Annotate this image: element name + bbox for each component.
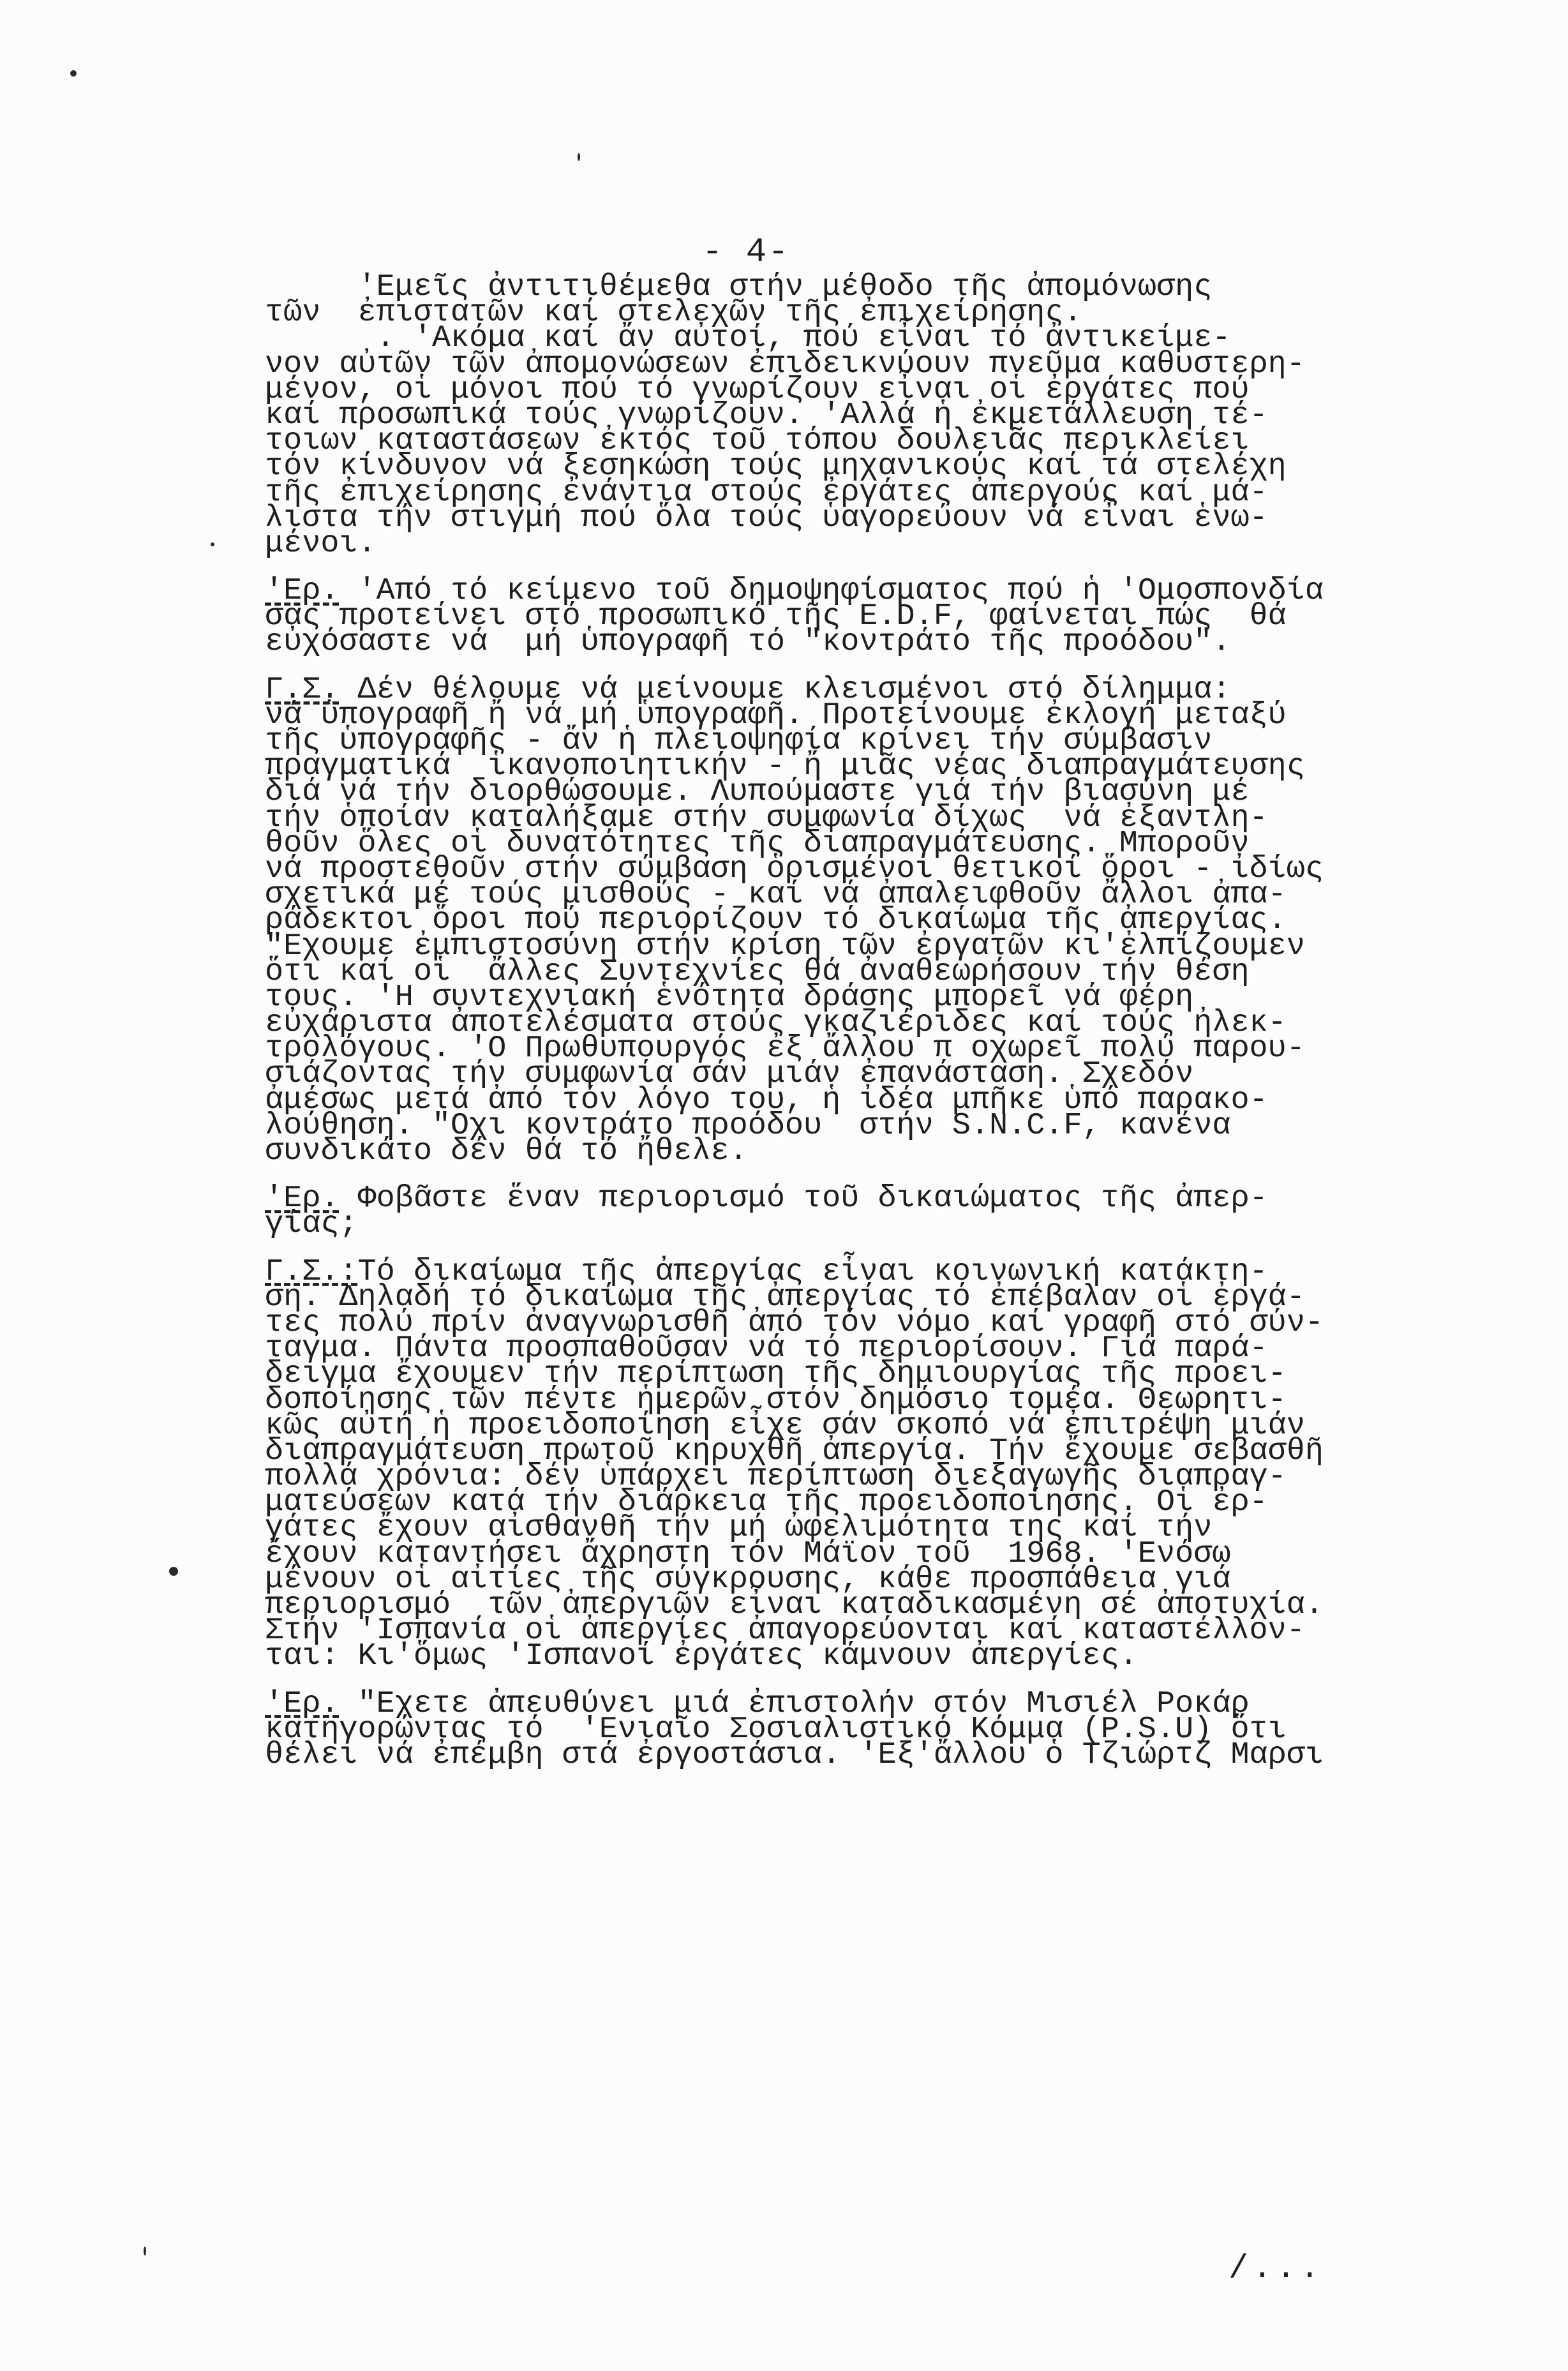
line-text: Φοβᾶστε ἕναν περιορισμό τοῦ δικαιώματος τῆς ἀπερ- (339, 1181, 1268, 1216)
line-text: Δέν θέλουμε νά μείνουμε κλεισμένοι στό δίλημμα: (339, 671, 1231, 707)
line-text: πολλά χρόνια: δέν ὑπάρχει περίπτωση διεξαγωγῆς διαπραγ- (265, 1459, 1287, 1495)
line-text: γάτες ἔχουν αἰσθανθῆ τήν μή ὠφελιμότητα της καί τήν (265, 1510, 1213, 1546)
line-text: διαπραγμάτευση πρωτοῦ κηρυχθῆ ἀπεργία. Τήν ἔχουμε σεβασθῆ (265, 1433, 1324, 1469)
speaker-label: 'Ερ. (265, 1686, 340, 1721)
scan-speck (578, 153, 580, 161)
paragraph (265, 1253, 1401, 1674)
line-text: γίας; (265, 1206, 358, 1242)
scan-speck (169, 1567, 178, 1576)
line-text: νά ὑπογραφῆ ἤ νά μή ὑπογραφῆ. Προτείνουμε ἐκλογή μεταξύ (265, 697, 1287, 733)
line-text: σας προτείνει στό προσωπικό τῆς E.D.F, φαίνεται πώς θά (265, 599, 1287, 634)
line-text: τήν ὁποίαν καταλήξαμε στήν συμφωνία δίχως νά ἐξαντλη- (265, 800, 1268, 835)
paragraph (265, 1686, 1401, 1772)
line-text: μένον, οἱ μόνοι πού τό γνωρίζουν εἶναι οἱ ἐργάτες πού (265, 371, 1250, 407)
line-text: Στήν 'Ισπανία οἱ ἀπεργίες ἀπαγορεύονται καί καταστέλλον- (265, 1613, 1305, 1649)
line-text: 'Από τό κείμενο τοῦ δημοψηφίσματος πού ἡ 'Ομοσπονδία (339, 573, 1324, 609)
line-text: διά νά τήν διορθώσουμε. Λυπούμαστε γιά τήν βιασύνη μέ (265, 774, 1250, 810)
line-text: εὐχάριστα ἀποτελέσματα στούς γκαζιέριδες καί τούς ἠλεκ- (265, 1005, 1287, 1041)
text-line (265, 1737, 1401, 1772)
line-text: τους. 'Η συντεχνιακή ἑνότητα δράσης μπορεῖ νά φέρη (265, 979, 1194, 1015)
line-text: μένουν οἱ αἰτίες τῆς σύγκρουσης, κάθε προσπάθεια γιά (265, 1561, 1231, 1597)
line-text: "Εχουμε ἐμπιστοσύνη στήν κρίση τῶν ἐργατῶν κι'ἐλπίζουμεν (265, 928, 1305, 964)
line-text: σχετικά μέ τούς μισθούς - καί νά ἀπαλειφθοῦν ἄλλοι ἀπα- (265, 877, 1287, 913)
line-text: πραγματικά ἱκανοποιητικήν - ἤ μιᾶς νέας διαπραγμάτευσης (265, 749, 1305, 784)
text-line (265, 624, 1401, 660)
line-text: ἀμέσως μετά ἀπό τόν λόγο του, ἡ ἰδέα μπῆκε ὑπό παρακο- (265, 1082, 1268, 1118)
scan-speck (211, 542, 214, 546)
scan-speck (144, 2247, 146, 2255)
line-text: κῶς αὐτή ἡ προειδοποίηση εἶχε σάν σκοπό νά ἐπιτρέψη μιάν (265, 1407, 1305, 1443)
speaker-label: 'Ερ. (265, 1181, 340, 1216)
line-text: "Εχετε ἀπευθύνει μιά ἐπιστολήν στόν Μισιέλ Ροκάρ (339, 1686, 1250, 1721)
line-text: δοποίησης τῶν πέντε ἡμερῶν στόν δημόσιο τομέα. Θεωρητι- (265, 1382, 1287, 1417)
line-text: τρολόγους. 'Ο Πρωθυπουργός ἐξ ἄλλου π οχωρεῖ πολύ παρου- (265, 1031, 1305, 1066)
line-text: σιάζοντας τήν συμφωνία σάν μιάν ἐπανάσταση. Σχεδόν (265, 1056, 1194, 1092)
line-text: . 'Ακόμα καί ἄν αὐτοί, πού εἶναι τό ἀντικείμε- (265, 320, 1231, 356)
document-body (265, 269, 1401, 1772)
line-text: Τό δικαίωμα τῆς ἀπεργίας εἶναι κοινωνική κατάκτη- (357, 1253, 1268, 1289)
paragraph (265, 269, 1401, 561)
scan-speck (70, 70, 77, 77)
line-text: νον αὐτῶν τῶν ἀπομονώσεων ἐπιδεικνύουν πνεῦμα καθυστερη- (265, 346, 1305, 382)
line-text: δειγμα ἔχουμεν τήν περίπτωση τῆς δημιουργίας τῆς προει- (265, 1356, 1287, 1392)
line-text: τῆς ὑπογραφῆς - ἄν ἡ πλειοψηφία κρίνει τήν σύμβασιν (265, 723, 1213, 758)
line-text: νά προστεθοῦν στήν σύμβαση ὁρισμένοι θετικοί ὅροι - ἰδίως (265, 851, 1324, 886)
line-text: συνδικάτο δέν θά τό ἤθελε. (265, 1133, 748, 1169)
line-text: τῆς ἐπιχείρησης ἐνάντια στούς ἐργάτες ἀπεργούς καί μά- (265, 474, 1268, 510)
page-number: - 4- (702, 233, 790, 272)
line-text: τοιων καταστάσεων ἐκτός τοῦ τόπου δουλειᾶς περικλείει (265, 423, 1250, 459)
line-text: ματεύσεων κατά τήν διάρκεια τῆς προειδοποίησης. Οἱ ἐρ- (265, 1485, 1268, 1520)
line-text: θοῦν ὅλες οἱ δυνατότητες τῆς διαπραγμάτευσης. Μποροῦν (265, 825, 1250, 861)
paragraph (265, 671, 1401, 1169)
speaker-label: Γ.Σ.: (265, 1253, 358, 1289)
line-text: ἔχουν καταντήσει ἄχρηστη τόν Μάϊον τοῦ 1968. 'Ενόσω (265, 1536, 1231, 1571)
line-text: τες πολύ πρίν ἀναγνωρισθῆ ἀπό τόν νόμο καί γραφῆ στό σύν- (265, 1305, 1324, 1340)
line-text: θέλει νά ἐπέμβη στά ἐργοστάσια. 'Εξ'ἄλλου ὁ Τζιώρτζ Μαρσι (265, 1737, 1324, 1772)
line-text: 'Εμεῖς ἀντιτιθέμεθα στήν μέθοδο τῆς ἀπομόνωσης (265, 269, 1213, 304)
paragraph (265, 573, 1401, 660)
text-line (265, 500, 1401, 535)
line-text: ση. Δηλαδή τό δικαίωμα τῆς ἀπεργίας τό ἐπέβαλαν οἱ ἐργά- (265, 1279, 1305, 1315)
line-text: τῶν ἐπιστατῶν καί στελεχῶν τῆς ἐπιχείρησης. (265, 295, 1082, 331)
continuation-mark: /... (1228, 2250, 1324, 2287)
line-text: λούθηση. "Οχι κοντράτο προόδου στήν S.N.C.F, κανένα (265, 1107, 1231, 1143)
speaker-label: Γ.Σ. (265, 671, 340, 707)
line-text: καί προσωπικά τούς γνωρίζουν. 'Αλλά ἡ ἐκμετάλλευση τέ- (265, 397, 1268, 433)
line-text: κατηγορώντας τό 'Ενιαῖο Σοσιαλιστικό Κόμμα (P.S.U) ὅτι (265, 1711, 1287, 1747)
line-text: περιορισμό τῶν ἀπεργιῶν εἶναι καταδικασμένη σέ ἀποτυχία. (265, 1587, 1324, 1622)
text-line (265, 1181, 1401, 1216)
line-text: ταγμα. Πάντα προσπαθοῦσαν νά τό περιορίσουν. Γιά παρά- (265, 1331, 1268, 1366)
line-text: εὐχόσαστε νά μή ὑπογραφῆ τό "κοντράτο τῆς προόδου". (265, 624, 1231, 660)
line-text: ὅτι καί οἱ ἄλλες Συντεχνίες θά ἀναθεωρήσουν τήν θέση (265, 954, 1250, 989)
line-text: μένοι. (265, 525, 377, 561)
line-text: ται: Κι'ὅμως 'Ισπανοί ἐργάτες κάμνουν ἀπεργίες. (265, 1638, 1138, 1674)
speaker-label: 'Ερ. (265, 573, 340, 609)
line-text: ράδεκτοι ὅροι πού περιορίζουν τό δικαίωμα τῆς ἀπεργίας. (265, 902, 1287, 938)
paragraph (265, 1181, 1401, 1242)
line-text: λιστα τήν στιγμή πού ὅλα τούς ὑαγορεύουν νά εἶναι ἑνω- (265, 500, 1268, 535)
line-text: τόν κίνδυνον νά ξεσηκώση τούς μηχανικούς καί τά στελέχη (265, 449, 1287, 484)
